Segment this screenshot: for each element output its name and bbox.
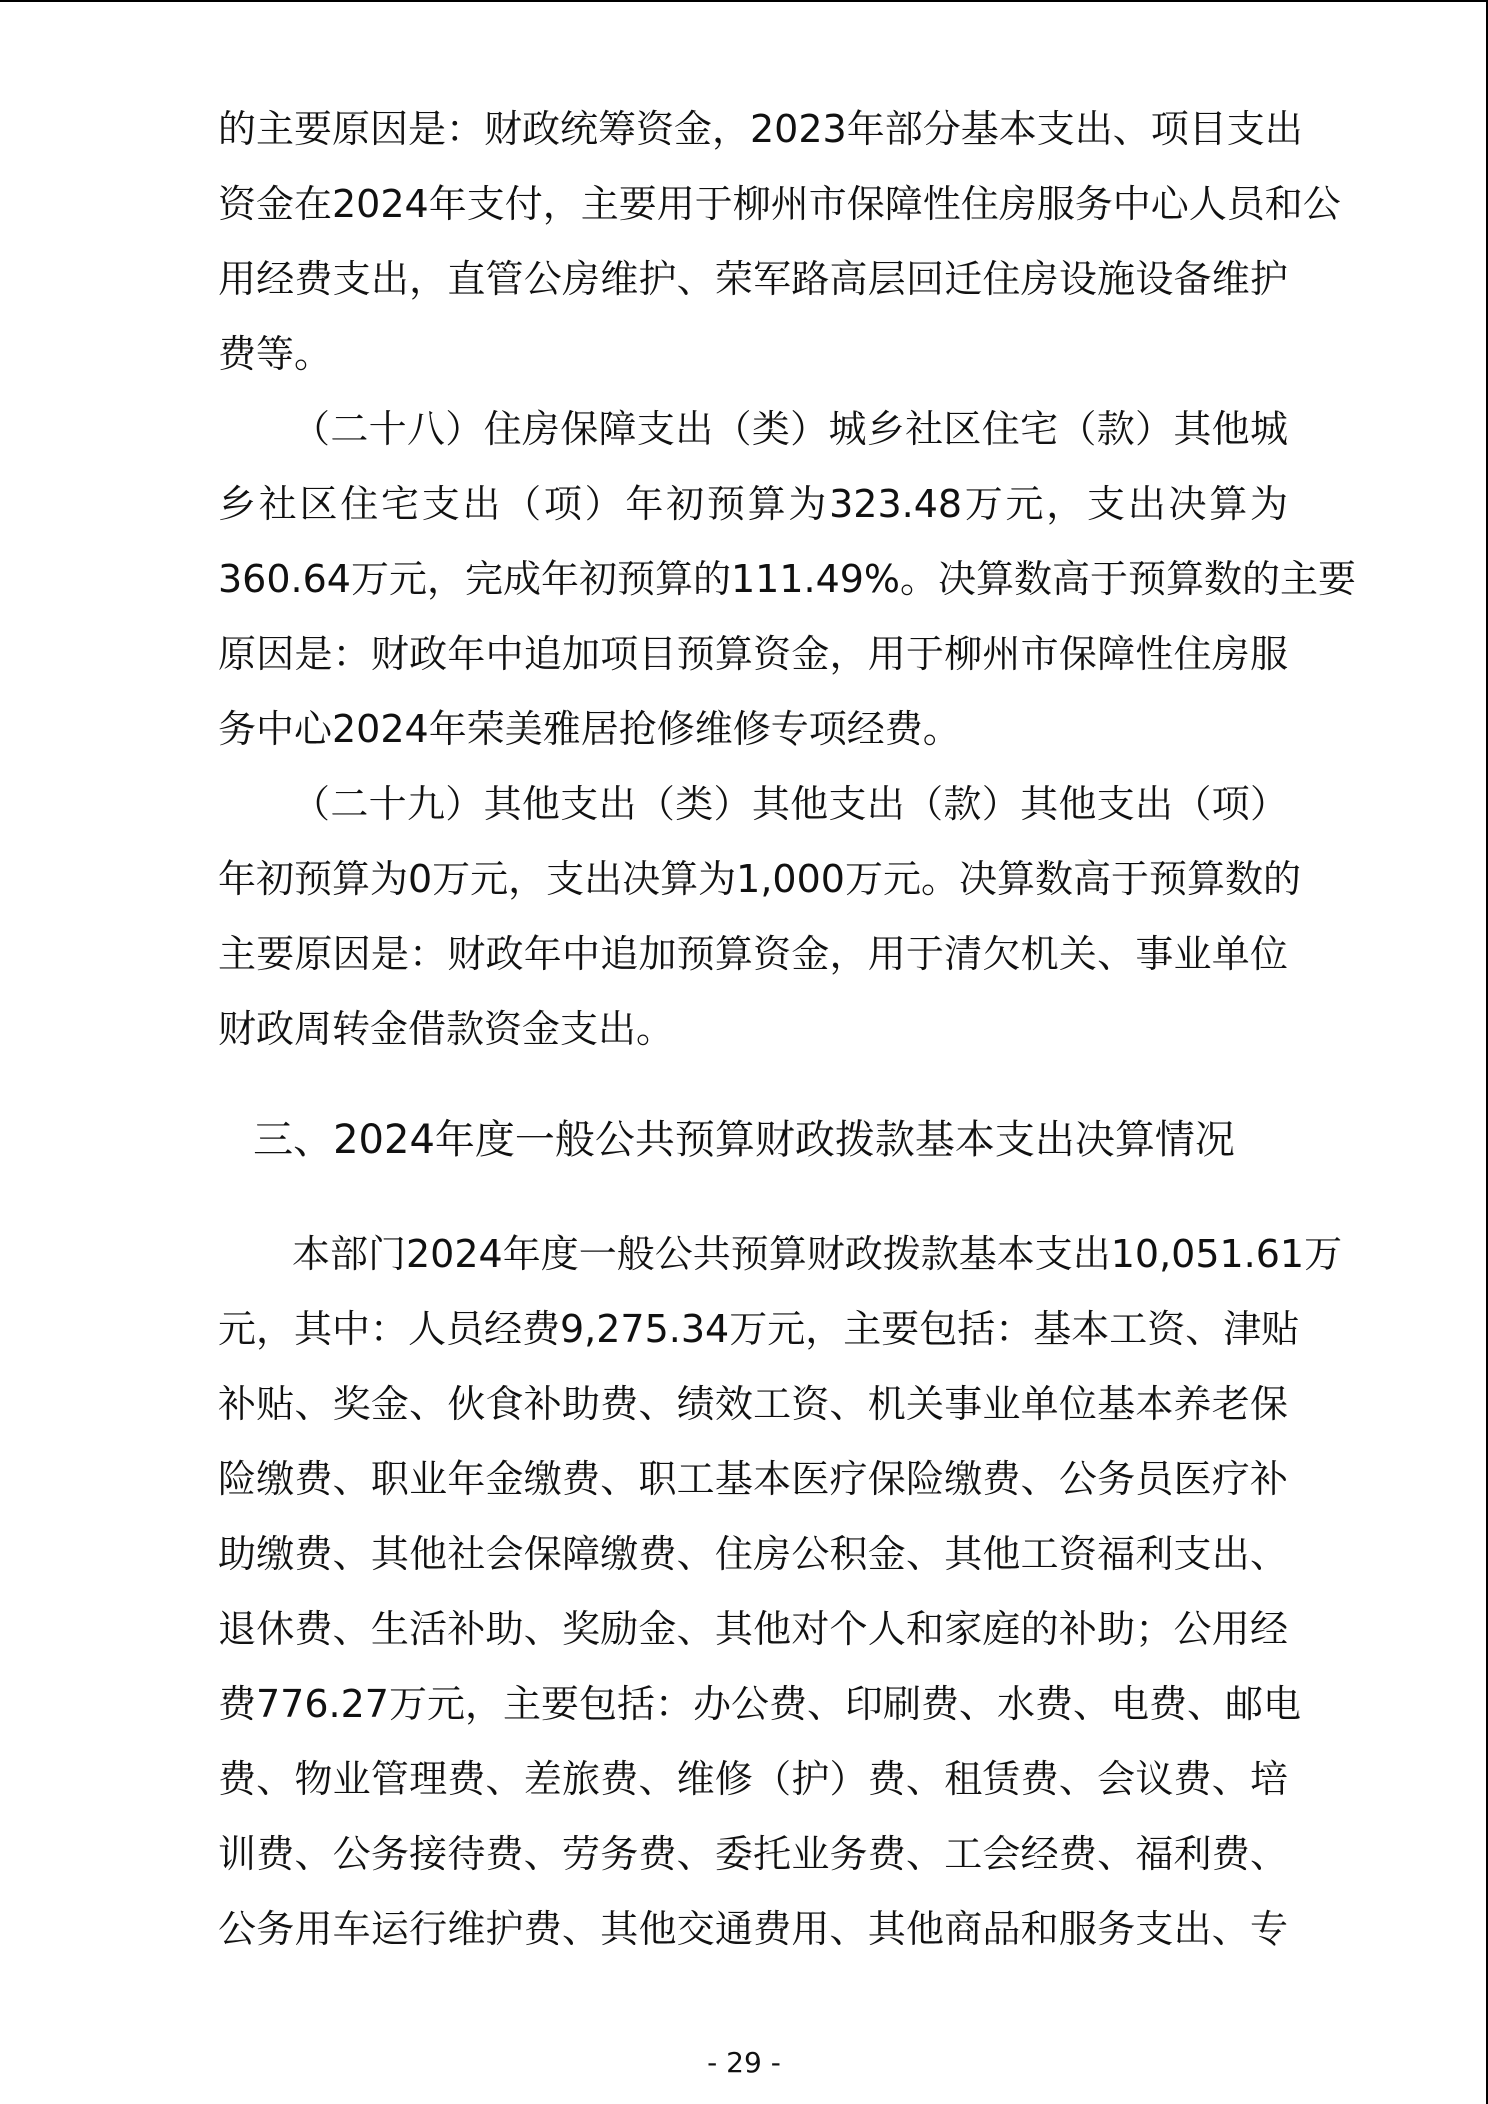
paragraph-line: 乡社区住宅支出（项）年初预算为323.48万元，支出决算为 xyxy=(218,482,1288,526)
paragraph-line: （二十九）其他支出（类）其他支出（款）其他支出（项） xyxy=(292,782,1288,826)
paragraph-line: 补贴、奖金、伙食补助费、绩效工资、机关事业单位基本养老保 xyxy=(218,1382,1288,1426)
paragraph-line: 财政周转金借款资金支出。 xyxy=(218,1007,675,1051)
paragraph-line: 费776.27万元，主要包括：办公费、印刷费、水费、电费、邮电 xyxy=(218,1682,1301,1726)
paragraph-line: 险缴费、职业年金缴费、职工基本医疗保险缴费、公务员医疗补 xyxy=(218,1457,1288,1501)
page-border-top xyxy=(0,0,1488,2)
paragraph-line: 主要原因是：财政年中追加预算资金，用于清欠机关、事业单位 xyxy=(218,932,1288,976)
paragraph-line: 费、物业管理费、差旅费、维修（护）费、租赁费、会议费、培 xyxy=(218,1757,1288,1801)
paragraph-line: 公务用车运行维护费、其他交通费用、其他商品和服务支出、专 xyxy=(218,1907,1288,1951)
paragraph-line: 退休费、生活补助、奖励金、其他对个人和家庭的补助；公用经 xyxy=(218,1607,1288,1651)
paragraph-line: 资金在2024年支付，主要用于柳州市保障性住房服务中心人员和公 xyxy=(218,182,1341,226)
page-number: - 29 - xyxy=(707,2046,781,2079)
paragraph-line: 的主要原因是：财政统筹资金，2023年部分基本支出、项目支出 xyxy=(218,107,1303,151)
paragraph-line: 务中心2024年荣美雅居抢修维修专项经费。 xyxy=(218,707,961,751)
paragraph-line: 用经费支出，直管公房维护、荣军路高层回迁住房设施设备维护 xyxy=(218,257,1288,301)
paragraph-line: 360.64万元，完成年初预算的111.49%。决算数高于预算数的主要 xyxy=(218,557,1357,601)
paragraph-line: （二十八）住房保障支出（类）城乡社区住宅（款）其他城 xyxy=(292,407,1288,451)
paragraph-line: 训费、公务接待费、劳务费、委托业务费、工会经费、福利费、 xyxy=(218,1832,1288,1876)
paragraph-line: 原因是：财政年中追加项目预算资金，用于柳州市保障性住房服 xyxy=(218,632,1288,676)
paragraph-line: 年初预算为0万元，支出决算为1,000万元。决算数高于预算数的 xyxy=(218,857,1301,901)
section-heading: 三、2024年度一般公共预算财政拨款基本支出决算情况 xyxy=(253,1117,1235,1163)
paragraph-line: 助缴费、其他社会保障缴费、住房公积金、其他工资福利支出、 xyxy=(218,1532,1288,1576)
paragraph-line: 费等。 xyxy=(218,332,333,376)
paragraph-line: 元，其中：人员经费9,275.34万元，主要包括：基本工资、津贴 xyxy=(218,1307,1300,1351)
paragraph-line: 本部门2024年度一般公共预算财政拨款基本支出10,051.61万 xyxy=(292,1232,1343,1276)
